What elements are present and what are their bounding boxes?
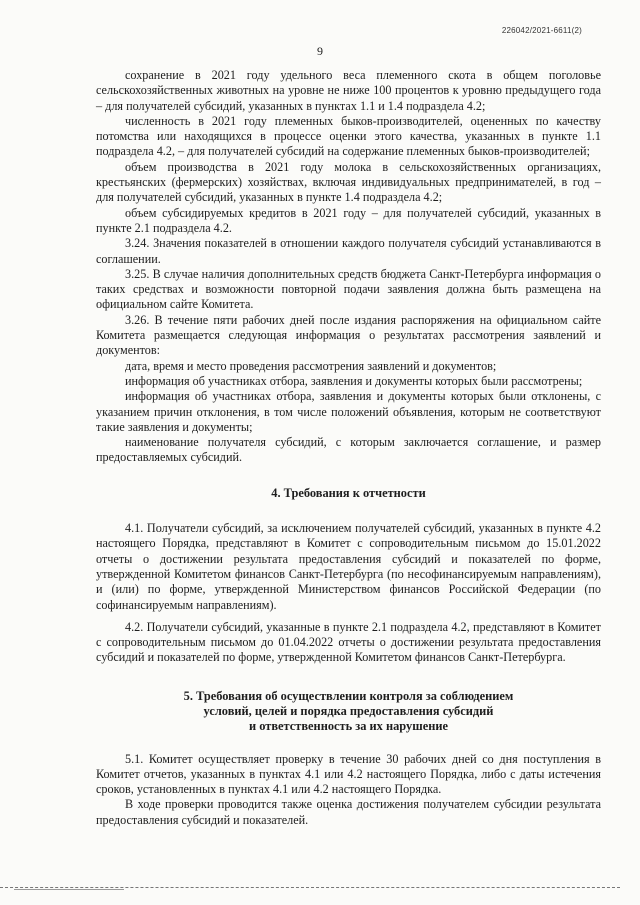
document-body [96,68,601,828]
paragraph: 4.1. Получатели субсидий, за исключением получателей субсидий, указанных в пункте 4.2 настоящего Порядка, представляют в Комитет с сопроводительным письмом до 15.01.2022 отчеты о достижении результата предоставления субсидий и показателей по форме, утвержденной Комитетом финансов Санкт-Петербурга (по несофинансируемым направлениям), и (или) по форме, утвержденной Министерством финансов Российской Федерации (по софинансируемым направлениям). [96,521,601,612]
paragraph: сохранение в 2021 году удельного веса племенного скота в общем поголовье сельскохозяйственных животных на уровне не ниже 100 процентов к уровню предыдущего года – для получателей субсидий, указанных в пунктах 1.1 и 1.4 подраздела 4.2; [96,68,601,113]
paragraph: информация об участниках отбора, заявления и документы которых были рассмотрены; [125,373,583,388]
paragraph: объем производства в 2021 году молока в сельскохозяйственных организациях, крестьянских (фермерских) хозяйствах, включая индивидуальных предпринимателей, в год – для получателей субсидий, указанных в пункте 1.4 подраздела 4.2; [96,159,601,205]
paragraph: дата, время и место проведения рассмотрения заявлений и документов; [125,358,497,373]
paragraph: 3.24. Значения показателей в отношении каждого получателя субсидий устанавливаются в соглашении. [96,236,601,266]
document-id: 226042/2021-6611(2) [501,26,582,35]
paragraph: В ходе проверки проводится также оценка достижения получателем субсидии результата предоставления субсидий и показателей. [96,797,601,827]
paragraph: 4.2. Получатели субсидий, указанные в пункте 2.1 подраздела 4.2, представляют в Комитет с сопроводительным письмом до 01.04.2022 отчеты о достижении результата предоставления субсидий и показателей по форме, утвержденной Комитетом финансов Санкт-Петербурга. [96,619,601,665]
paragraph: наименование получателя субсидий, с которым заключается соглашение, и размер предоставляемых субсидий. [96,435,601,465]
scan-edge-line [14,889,124,890]
paragraph: объем субсидируемых кредитов в 2021 году – для получателей субсидий, указанных в пункте 2.1 подраздела 4.2. [96,205,601,235]
page-number: 9 [317,44,323,58]
paragraph: численность в 2021 году племенных быков-производителей, оцененных по качеству потомства или находящихся в процессе оценки этого качества, указанных в пункте 1.1 подраздела 4.2, – для получателей субсидий на содержание племенных быков-производителей; [96,113,601,159]
scan-edge-line [0,887,620,888]
paragraph: 5.1. Комитет осуществляет проверку в течение 30 рабочих дней со дня поступления в Комитет отчетов, указанных в пунктах 4.1 или 4.2 настоящего Порядка, либо с даты истечения сроков, установленных в пунктах 4.1 или 4.2 настоящего Порядка. [96,751,601,797]
paragraph: 3.25. В случае наличия дополнительных средств бюджета Санкт-Петербурга информация о таких средствах и возможности повторной подачи заявления должна быть размещена на официальном сайте Комитета. [96,266,601,312]
section-5-heading-line: 5. Требования об осуществлении контроля за соблюдением [183,688,514,703]
paragraph: информация об участниках отбора, заявления и документы которых были отклонены, с указанием причин отклонения, в том числе положений объявления, которым не соответствуют такие заявления и документы; [96,389,601,434]
paragraph: 3.26. В течение пяти рабочих дней после издания распоряжения на официальном сайте Комитета размещается следующая информация о результатах рассмотрения заявлений и документов: [96,312,601,358]
section-5-heading-line: условий, целей и порядка предоставления субсидий [203,703,494,718]
section-4-heading: 4. Требования к отчетности [271,485,426,500]
section-5-heading [96,689,601,735]
section-5-heading-line: и ответственность за их нарушение [249,719,448,734]
